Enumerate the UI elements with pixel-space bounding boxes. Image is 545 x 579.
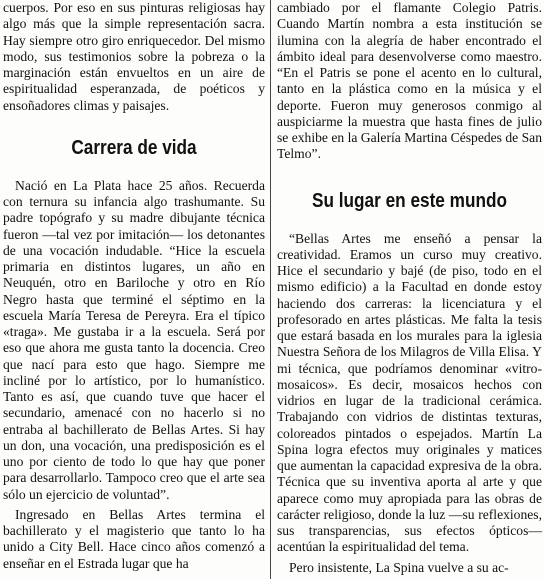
- right-paragraph-1: “Bellas Artes me enseñó a pensar la creatividad. Eramos un curso muy creativo. Hice el secundario y bajé (de piso, todo en el mismo edificio) a la Facultad en donde estoy haciendo dos carreras: la licenciatura y el profesorado en artes plásticas. Me falta la tesis que estará basada en los murales para la iglesia Nuestra Señora de los Milagros de Villa Elisa. Y mi técnica, que podríamos denominar «vitro-mosaicos». Es decir, mosaicos hechos con vidrios en lugar de la tradicional cerámica. Trabajando con vidrios de distintas texturas, coloreados pintados o espejados. Martín La Spina logra efectos muy originales y matices que aumentan la capacidad expresiva de la obra. Técnica que su inventiva aporta al arte y que aparece como muy apropiada para las obras de carácter religioso, donde la luz —su reflexiones, sus transparencias, sus efectos ópticos— acentúan la espiritualidad del tema.: [277, 230, 542, 555]
- heading-carrera-de-vida: Carrera de vida: [71, 136, 197, 159]
- left-column: [3, 0, 265, 579]
- left-paragraph-2: Ingresado en Bellas Artes termina el bachillerato y el magisterio que tanto lo ha unido a City Bell. Hace cinco años comenzó a enseñar en el Estrada lugar que ha: [3, 506, 265, 571]
- column-divider: [270, 0, 271, 579]
- right-column: [277, 0, 542, 579]
- right-paragraph-2: Pero insistente, La Spina vuelve a su ac-: [289, 559, 509, 575]
- left-paragraph-1: Nació en La Plata hace 25 años. Recuerda con ternura su infancia algo trashumante. Su padre topógrafo y su madre dibujante técnica fueron —tal vez por imitación— los detonantes de una vocación indudable. “Hice la escuela primaria en distintos lugares, un año en Neuquén, otro en Bariloche y otro en Río Negro hasta que terminé el séptimo en la escuela María Teresa de Pereyra. Era el típico «traga». Me gustaba ir a la escuela. Será por eso que ahora me gusta tanto la docencia. Creo que nací para esto que hago. Siempre me incliné por lo artístico, por lo humanístico. Tanto es así, que cuando tuve que hacer el secundario, amenacé con no hacerlo si no entraba al bachillerato de Bellas Artes. Si hay un don, una vocación, una predisposición es el uno por ciento de todo lo que hay que poner para desarrollarlo. Tampoco creo que el arte sea sólo un ejercicio de voluntad”.: [3, 177, 265, 502]
- left-intro-paragraph: cuerpos. Por eso en sus pinturas religiosas hay algo más que la simple representación sacra. Hay siempre otro giro enriquecedor. Del mismo modo, sus testimonios sobre la pobreza o la marginación están envueltos en un aire de espiritualidad esperanzada, de poéticos y ensoñadores climas y paisajes.: [3, 0, 265, 113]
- right-intro-paragraph: cambiado por el flamante Colegio Patris. Cuando Martín nombra a esta institución se ilumina con la alegría de haber encontrado el ámbito ideal para desenvolverse como maestro. “En el Patris se pone el acento en lo cultural, tanto en la plástica como en la música y el deporte. Fueron muy generosos conmigo al auspiciarme la muestra que hasta fines de julio se exhibe en la Galería Martina Céspedes de San Telmo”.: [277, 0, 542, 162]
- heading-su-lugar-en-este-mundo: Su lugar en este mundo: [312, 189, 507, 212]
